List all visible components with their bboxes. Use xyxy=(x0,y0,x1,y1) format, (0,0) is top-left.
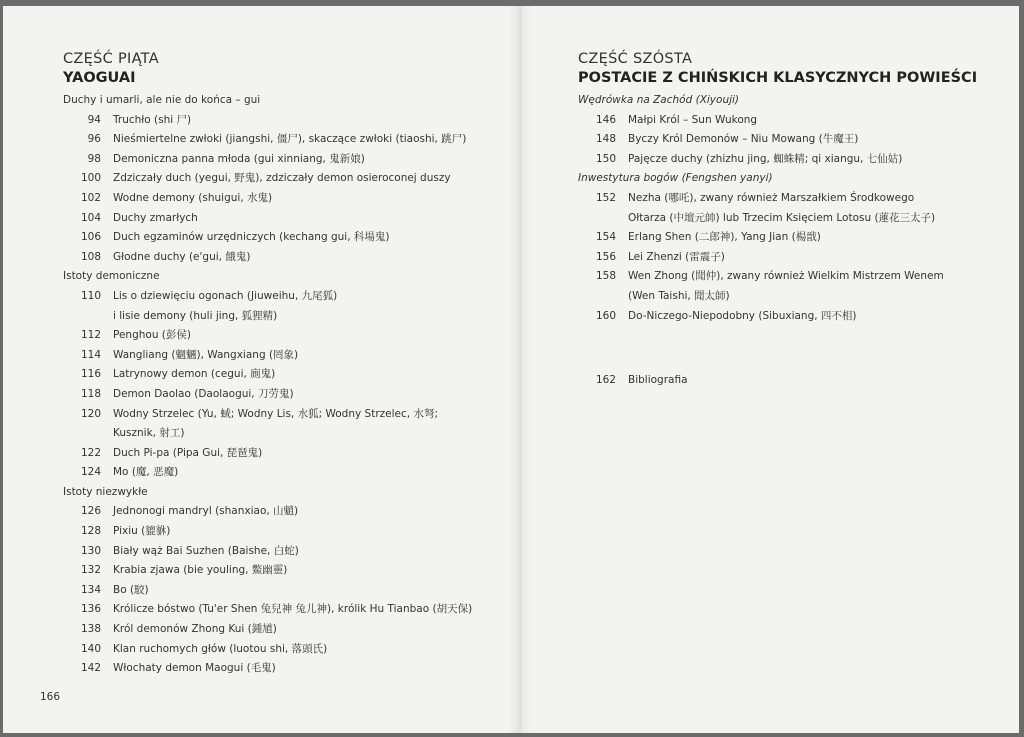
page-ref: 102 xyxy=(80,191,101,204)
page-ref: 126 xyxy=(80,505,101,518)
toc-group-title: Inwestytura bogów (Fengshen yanyi) xyxy=(578,172,773,185)
entry-title: Królicze bóstwo (Tu'er Shen 兔兒神 兔儿神), królik Hu Tianbao (胡天保) xyxy=(113,603,473,616)
page-ref: 158 xyxy=(595,270,616,283)
toc-entry xyxy=(63,659,503,679)
page-ref: 154 xyxy=(595,231,616,244)
toc-entry xyxy=(578,267,1008,287)
entry-continuation: (Wen Taishi, 聞太師) xyxy=(628,289,730,302)
toc-groups xyxy=(578,91,1008,326)
toc-entry xyxy=(578,150,1008,170)
toc-group-title: Istoty demoniczne xyxy=(63,270,160,283)
part-title: YAOGUAI xyxy=(63,70,136,86)
entry-title: Erlang Shen (二郎神), Yang Jian (楊戩) xyxy=(628,231,821,244)
entry-title: Duch egzaminów urzędniczych (kechang gui, 科場鬼) xyxy=(113,231,390,244)
entry-title: Pajęcze duchy (zhizhu jing, 蜘蛛精; qi xiangu, 七仙姑) xyxy=(628,152,903,165)
page-ref: 138 xyxy=(80,623,101,636)
left-page xyxy=(63,6,503,733)
part-title: POSTACIE Z CHIŃSKICH KLASYCZNYCH POWIEŚCI xyxy=(578,70,978,86)
entry-title: Byczy Król Demonów – Niu Mowang (牛魔王) xyxy=(628,133,859,146)
entry-title: Jednonogi mandryl (shanxiao, 山魈) xyxy=(113,505,299,518)
toc-entry xyxy=(63,561,503,581)
toc-entry xyxy=(63,209,503,229)
spacer xyxy=(578,326,1008,371)
part-label: CZĘŚĆ SZÓSTA xyxy=(578,51,693,67)
page-ref: 94 xyxy=(87,113,101,126)
toc-entry xyxy=(63,248,503,268)
toc-entry xyxy=(63,620,503,640)
entry-title: Penghou (彭侯) xyxy=(113,329,192,342)
page-ref: 162 xyxy=(595,374,616,387)
toc-entry xyxy=(63,502,503,522)
page-ref: 118 xyxy=(80,387,101,400)
toc-entry xyxy=(63,346,503,366)
entry-title: Mo (魔, 恶魔) xyxy=(113,466,179,479)
entry-title: Duch Pi-pa (Pipa Gui, 琵琶鬼) xyxy=(113,446,263,459)
entry-title: Demon Daolao (Daolaogui, 刀劳鬼) xyxy=(113,387,294,400)
toc-entry xyxy=(63,111,503,131)
page-ref: 160 xyxy=(595,309,616,322)
toc-entry xyxy=(63,600,503,620)
entry-title: Pixiu (貔貅) xyxy=(113,525,171,538)
page-number: 166 xyxy=(40,691,61,703)
toc-entry xyxy=(63,228,503,248)
entry-title: Lis o dziewięciu ogonach (Jiuweihu, 九尾狐) xyxy=(113,289,338,302)
entry-title: Biały wąż Bai Suzhen (Baishe, 白蛇) xyxy=(113,544,299,557)
page-ref: 124 xyxy=(80,466,101,479)
page-ref: 110 xyxy=(80,289,101,302)
toc-entry xyxy=(578,130,1008,150)
toc-entry xyxy=(63,169,503,189)
toc-entry xyxy=(63,130,503,150)
entry-title: Wodny Strzelec (Yu, 蜮; Wodny Lis, 水狐; Wodny Strzelec, 水弩; xyxy=(113,407,438,420)
toc-entry xyxy=(63,150,503,170)
page-ref: 98 xyxy=(87,152,101,165)
entry-title: Wodne demony (shuigui, 水鬼) xyxy=(113,191,273,204)
entry-title: Klan ruchomych głów (luotou shi, 落頭氏) xyxy=(113,642,328,655)
toc-entry xyxy=(63,385,503,405)
toc-entry xyxy=(63,463,503,483)
page-ref: 122 xyxy=(80,446,101,459)
part-label: CZĘŚĆ PIĄTA xyxy=(63,51,159,67)
page-ref: 132 xyxy=(80,564,101,577)
page-ref: 104 xyxy=(80,211,101,224)
entry-title: Włochaty demon Maogui (毛鬼) xyxy=(113,662,276,675)
page-ref: 136 xyxy=(80,603,101,616)
entry-title: Król demonów Zhong Kui (鍾馗) xyxy=(113,623,277,636)
page-ref: 146 xyxy=(595,113,616,126)
page-ref: 112 xyxy=(80,329,101,342)
entry-title: Duchy zmarłych xyxy=(113,211,198,224)
page-ref: 108 xyxy=(80,250,101,263)
page-ref: 140 xyxy=(80,642,101,655)
toc-entry xyxy=(63,581,503,601)
page-ref: 96 xyxy=(87,133,101,146)
page-ref: 100 xyxy=(80,172,101,185)
entry-continuation: i lisie demony (huli jing, 狐狸精) xyxy=(113,309,278,322)
toc-entry xyxy=(63,542,503,562)
entry-title: Demoniczna panna młoda (gui xinniang, 鬼新娘) xyxy=(113,152,365,165)
toc-entry xyxy=(63,365,503,385)
toc-entry xyxy=(578,228,1008,248)
entry-title: Głodne duchy (e'gui, 餓鬼) xyxy=(113,250,251,263)
page-ref: 130 xyxy=(80,544,101,557)
entry-continuation: Kusznik, 射工) xyxy=(113,427,185,440)
toc-entry xyxy=(578,189,1008,209)
entry-title: Lei Zhenzi (雷震子) xyxy=(628,250,725,263)
toc-entry xyxy=(63,189,503,209)
entry-title: Nezha (哪吒), zwany również Marszałkiem Środkowego xyxy=(628,191,915,204)
entry-title: Zdziczały duch (yegui, 野鬼), zdziczały demon osieroconej duszy xyxy=(113,172,451,185)
page-ref: 150 xyxy=(595,152,616,165)
page-ref: 148 xyxy=(595,133,616,146)
page-ref: 106 xyxy=(80,231,101,244)
toc-entry xyxy=(63,522,503,542)
toc-entry xyxy=(63,640,503,660)
page-ref: 152 xyxy=(595,191,616,204)
page-ref: 116 xyxy=(80,368,101,381)
page-ref: 134 xyxy=(80,583,101,596)
toc-entry-bibliography xyxy=(578,371,1008,391)
page-ref: 120 xyxy=(80,407,101,420)
entry-continuation: Ołtarza (中壇元帥) lub Trzecim Księciem Lotosu (蓮花三太子) xyxy=(628,211,936,224)
entry-title: Latrynowy demon (cegui, 廁鬼) xyxy=(113,368,276,381)
entry-title: Krabia zjawa (bie youling, 鱉幽靈) xyxy=(113,564,288,577)
toc-entry xyxy=(63,405,503,425)
toc-entry xyxy=(63,326,503,346)
entry-title: Nieśmiertelne zwłoki (jiangshi, 僵尸), skaczące zwłoki (tiaoshi, 跳尸) xyxy=(113,133,467,146)
entry-title: Bo (駮) xyxy=(113,583,149,596)
entry-title: Truchło (shi 尸) xyxy=(113,113,192,126)
toc-entry xyxy=(578,111,1008,131)
toc-group-title: Wędrówka na Zachód (Xiyouji) xyxy=(578,94,740,106)
entry-title: Małpi Król – Sun Wukong xyxy=(628,113,758,126)
toc-entry xyxy=(578,248,1008,268)
toc-entry xyxy=(578,307,1008,327)
page-ref: 128 xyxy=(80,525,101,538)
page-ref: 114 xyxy=(80,348,101,361)
toc-entry xyxy=(63,444,503,464)
page-ref: 156 xyxy=(595,250,616,263)
right-page xyxy=(578,6,1008,733)
toc-group-title: Duchy i umarli, ale nie do końca – gui xyxy=(63,94,261,106)
book-gutter xyxy=(508,6,532,733)
book-spread xyxy=(3,6,1019,733)
entry-title: Do-Niczego-Niepodobny (Sibuxiang, 四不相) xyxy=(628,309,857,322)
entry-title: Wen Zhong (聞仲), zwany również Wielkim Mistrzem Wenem xyxy=(628,270,944,283)
page-ref: 142 xyxy=(80,662,101,675)
entry-title: Wangliang (魍魎), Wangxiang (罔象) xyxy=(113,348,299,361)
entry-title: Bibliografia xyxy=(628,374,688,387)
toc-group-title: Istoty niezwykłe xyxy=(63,485,148,498)
toc-groups xyxy=(63,91,503,679)
toc-entry xyxy=(63,287,503,307)
